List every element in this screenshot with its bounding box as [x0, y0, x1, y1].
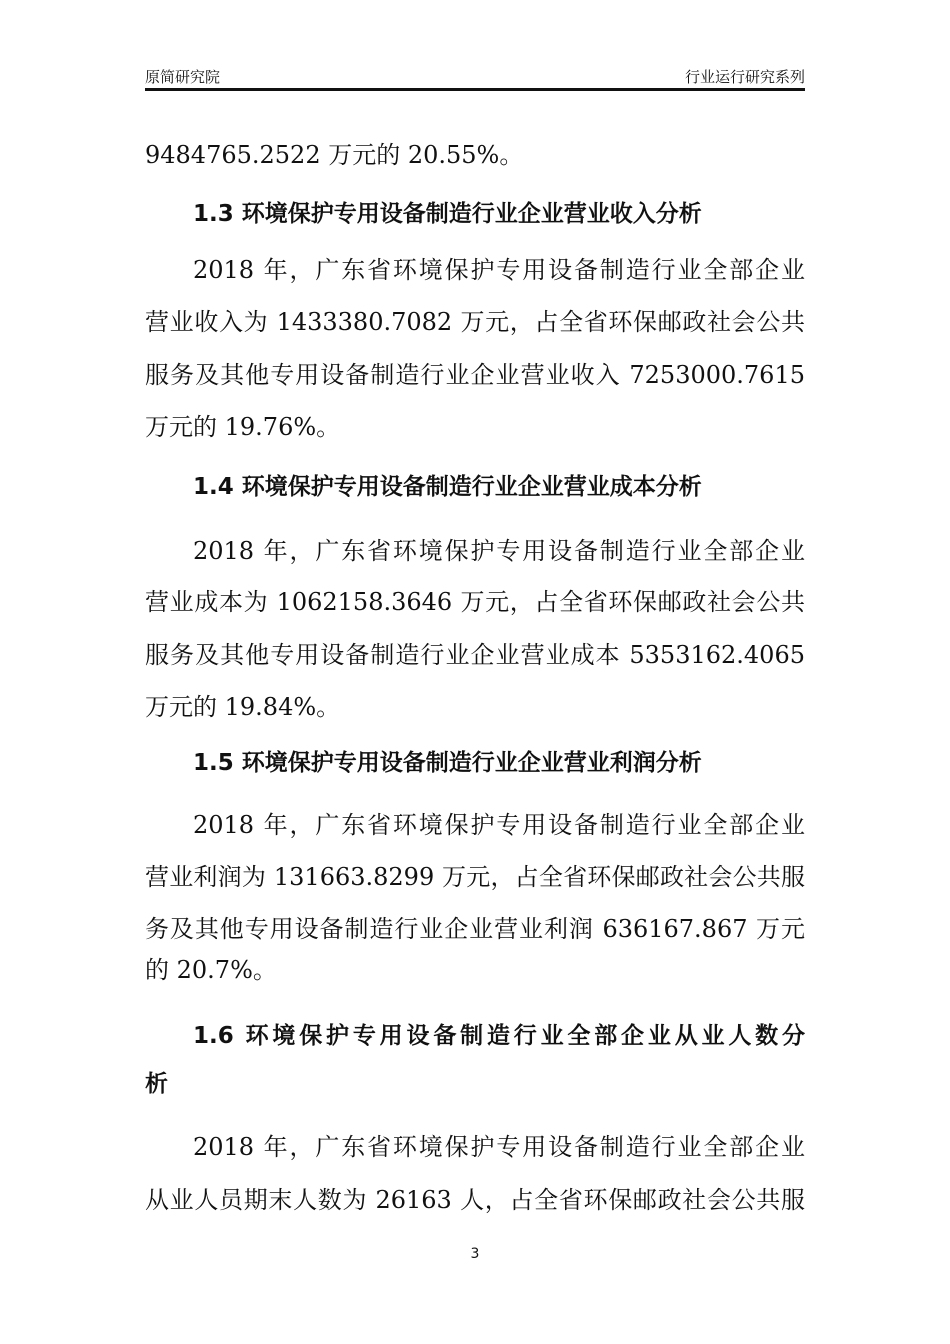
header-series: 行业运行研究系列 [684, 68, 805, 86]
section-heading: 1.6 环境保护专用设备制造行业全部企业从业人数分 [193, 1023, 805, 1049]
header-rule [145, 88, 805, 91]
paragraph-line: 2018 年，广东省环境保护专用设备制造行业全部企业 [193, 256, 805, 284]
paragraph-line: 务及其他专用设备制造行业企业营业利润 636167.867 万元 [145, 915, 805, 943]
paragraph-line: 万元的 19.84%。 [145, 693, 341, 721]
paragraph-line: 营业成本为 1062158.3646 万元，占全省环保邮政社会公共 [145, 588, 805, 616]
paragraph-line: 服务及其他专用设备制造行业企业营业收入 7253000.7615 [145, 361, 805, 389]
paragraph-line: 从业人员期末人数为 26163 人，占全省环保邮政社会公共服 [145, 1186, 805, 1214]
paragraph-line: 2018 年，广东省环境保护专用设备制造行业全部企业 [193, 1133, 805, 1161]
paragraph-line: 服务及其他专用设备制造行业企业营业成本 5353162.4065 [145, 641, 805, 669]
section-heading-cont: 析 [145, 1071, 168, 1097]
header-org: 原简研究院 [145, 68, 221, 86]
paragraph-line: 2018 年，广东省环境保护专用设备制造行业全部企业 [193, 811, 805, 839]
section-heading: 1.3 环境保护专用设备制造行业企业营业收入分析 [193, 201, 702, 227]
paragraph-line: 的 20.7%。 [145, 956, 277, 984]
section-heading: 1.4 环境保护专用设备制造行业企业营业成本分析 [193, 474, 702, 500]
paragraph-line: 9484765.2522 万元的 20.55%。 [145, 141, 524, 169]
paragraph-line: 营业利润为 131663.8299 万元，占全省环保邮政社会公共服 [145, 863, 805, 891]
section-heading: 1.5 环境保护专用设备制造行业企业营业利润分析 [193, 750, 702, 776]
paragraph-line: 营业收入为 1433380.7082 万元，占全省环保邮政社会公共 [145, 308, 805, 336]
paragraph-line: 万元的 19.76%。 [145, 413, 341, 441]
paragraph-line: 2018 年，广东省环境保护专用设备制造行业全部企业 [193, 537, 805, 565]
page-number: 3 [470, 1246, 480, 1262]
